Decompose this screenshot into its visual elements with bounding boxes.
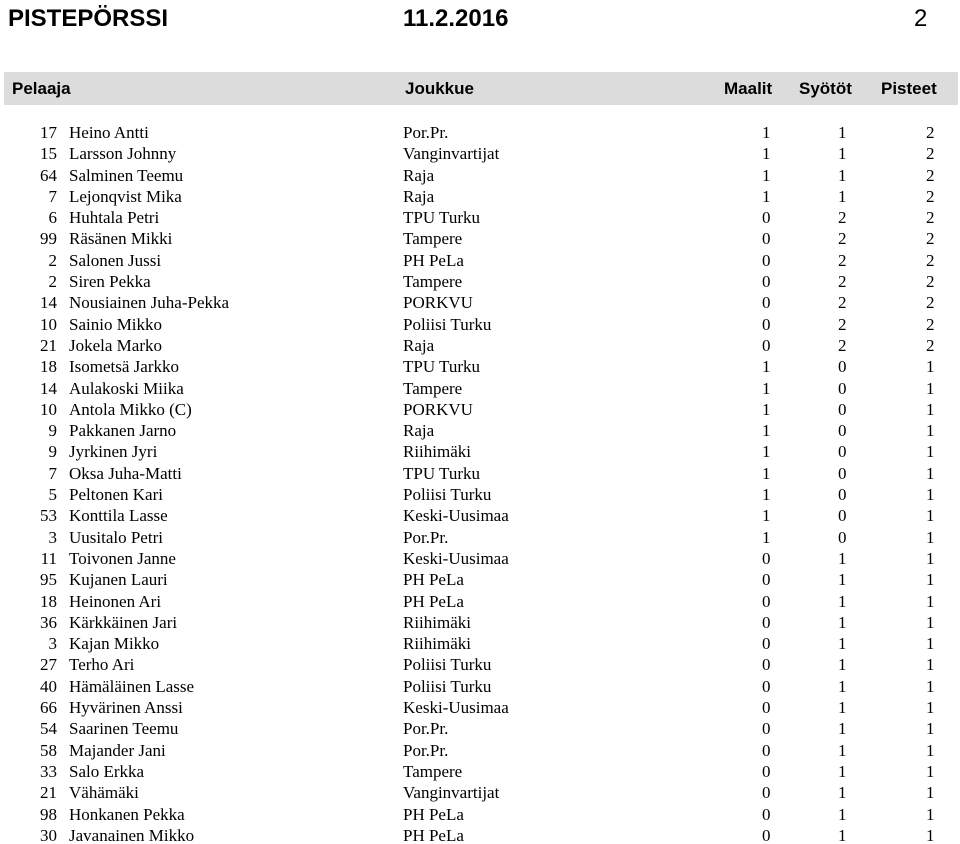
goals-value: 0 xyxy=(762,740,771,760)
player-name: Sainio Mikko xyxy=(69,314,163,334)
player-name: Kärkkäinen Jari xyxy=(69,612,178,632)
points-value: 1 xyxy=(926,421,935,441)
table-row xyxy=(0,420,960,441)
assists-value: 0 xyxy=(838,378,847,398)
points-value: 1 xyxy=(926,783,935,803)
assists-value: 1 xyxy=(838,186,847,206)
assists-value: 1 xyxy=(838,144,847,164)
team-name: PH PeLa xyxy=(403,825,464,844)
player-number: 33 xyxy=(40,761,57,781)
player-name: Kujanen Lauri xyxy=(69,570,168,590)
column-header-goals: Maalit xyxy=(724,79,773,98)
points-value: 1 xyxy=(926,591,935,611)
team-name: Keski-Uusimaa xyxy=(403,506,509,526)
player-number: 30 xyxy=(40,825,57,844)
team-name: Poliisi Turku xyxy=(403,485,492,505)
points-value: 2 xyxy=(926,229,935,249)
player-name: Javanainen Mikko xyxy=(69,825,195,844)
points-value: 1 xyxy=(926,676,935,696)
table-row xyxy=(0,633,960,654)
team-name: Raja xyxy=(403,335,435,355)
table-row xyxy=(0,356,960,377)
assists-value: 1 xyxy=(838,570,847,590)
table-row xyxy=(0,143,960,164)
assists-value: 1 xyxy=(838,591,847,611)
table-row xyxy=(0,527,960,548)
player-number: 54 xyxy=(40,719,57,739)
points-value: 2 xyxy=(926,314,935,334)
assists-value: 1 xyxy=(838,740,847,760)
assists-value: 0 xyxy=(838,463,847,483)
assists-value: 1 xyxy=(838,612,847,632)
column-header-assists: Syötöt xyxy=(799,79,852,98)
team-name: Por.Pr. xyxy=(403,527,449,547)
player-name: Larsson Johnny xyxy=(69,144,177,164)
player-number: 36 xyxy=(40,612,57,632)
player-name: Peltonen Kari xyxy=(69,485,163,505)
assists-value: 2 xyxy=(838,335,847,355)
assists-value: 2 xyxy=(838,229,847,249)
team-name: PH PeLa xyxy=(403,250,464,270)
goals-value: 1 xyxy=(762,421,771,441)
team-name: Raja xyxy=(403,186,435,206)
table-row xyxy=(0,718,960,739)
goals-value: 0 xyxy=(762,293,771,313)
goals-value: 1 xyxy=(762,527,771,547)
assists-value: 1 xyxy=(838,783,847,803)
player-number: 66 xyxy=(40,698,57,718)
assists-value: 1 xyxy=(838,804,847,824)
player-number: 14 xyxy=(40,293,57,313)
points-value: 2 xyxy=(926,123,935,142)
player-name: Antola Mikko (C) xyxy=(69,399,192,419)
goals-value: 0 xyxy=(762,314,771,334)
table-row xyxy=(0,441,960,462)
table-row xyxy=(0,825,960,844)
table-row xyxy=(0,250,960,271)
goals-value: 0 xyxy=(762,250,771,270)
table-row xyxy=(0,292,960,313)
player-number: 18 xyxy=(40,591,57,611)
goals-value: 0 xyxy=(762,208,771,228)
goals-value: 0 xyxy=(762,591,771,611)
player-name: Jokela Marko xyxy=(69,335,163,355)
table-row xyxy=(0,740,960,761)
goals-value: 0 xyxy=(762,335,771,355)
page-number: 2 xyxy=(914,5,928,32)
assists-value: 2 xyxy=(838,250,847,270)
goals-value: 1 xyxy=(762,165,771,185)
player-number: 98 xyxy=(40,804,57,824)
player-number: 17 xyxy=(40,123,57,142)
goals-value: 1 xyxy=(762,506,771,526)
table-row xyxy=(0,591,960,612)
player-name: Salo Erkka xyxy=(69,761,145,781)
assists-value: 1 xyxy=(838,761,847,781)
goals-value: 0 xyxy=(762,229,771,249)
team-name: Tampere xyxy=(403,378,463,398)
goals-value: 1 xyxy=(762,144,771,164)
points-value: 1 xyxy=(926,399,935,419)
assists-value: 1 xyxy=(838,123,847,142)
team-name: Riihimäki xyxy=(403,442,471,462)
player-number: 7 xyxy=(48,186,57,206)
points-value: 1 xyxy=(926,442,935,462)
assists-value: 0 xyxy=(838,399,847,419)
assists-value: 2 xyxy=(838,293,847,313)
team-name: Riihimäki xyxy=(403,612,471,632)
table-row xyxy=(0,122,960,143)
goals-value: 0 xyxy=(762,698,771,718)
assists-value: 1 xyxy=(838,548,847,568)
player-name: Uusitalo Petri xyxy=(69,527,163,547)
goals-value: 0 xyxy=(762,272,771,292)
points-value: 1 xyxy=(926,655,935,675)
assists-value: 0 xyxy=(838,357,847,377)
goals-value: 0 xyxy=(762,570,771,590)
title-row xyxy=(8,2,960,36)
column-header-points: Pisteet xyxy=(881,79,937,98)
table-row xyxy=(0,761,960,782)
team-name: PORKVU xyxy=(403,399,473,419)
points-value: 1 xyxy=(926,761,935,781)
goals-value: 0 xyxy=(762,634,771,654)
table-row xyxy=(0,271,960,292)
points-value: 1 xyxy=(926,612,935,632)
player-number: 64 xyxy=(40,165,57,185)
team-name: Tampere xyxy=(403,761,463,781)
goals-value: 1 xyxy=(762,399,771,419)
table-header xyxy=(4,72,958,105)
assists-value: 0 xyxy=(838,442,847,462)
assists-value: 1 xyxy=(838,698,847,718)
player-number: 40 xyxy=(40,676,57,696)
goals-value: 0 xyxy=(762,783,771,803)
player-name: Lejonqvist Mika xyxy=(69,186,182,206)
team-name: Raja xyxy=(403,421,435,441)
team-name: Keski-Uusimaa xyxy=(403,698,509,718)
player-name: Toivonen Janne xyxy=(69,548,176,568)
goals-value: 0 xyxy=(762,548,771,568)
table-row xyxy=(0,782,960,803)
points-value: 2 xyxy=(926,186,935,206)
goals-value: 0 xyxy=(762,612,771,632)
table-row xyxy=(0,548,960,569)
points-value: 1 xyxy=(926,825,935,844)
team-name: Por.Pr. xyxy=(403,719,449,739)
player-number: 14 xyxy=(40,378,57,398)
assists-value: 0 xyxy=(838,421,847,441)
points-value: 2 xyxy=(926,250,935,270)
team-name: Tampere xyxy=(403,272,463,292)
table-row xyxy=(0,314,960,335)
goals-value: 0 xyxy=(762,825,771,844)
goals-value: 0 xyxy=(762,719,771,739)
player-name: Aulakoski Miika xyxy=(69,378,184,398)
player-name: Majander Jani xyxy=(69,740,166,760)
points-value: 2 xyxy=(926,208,935,228)
player-name: Heino Antti xyxy=(69,123,149,142)
player-name: Hyvärinen Anssi xyxy=(69,698,183,718)
player-number: 27 xyxy=(40,655,57,675)
team-name: Por.Pr. xyxy=(403,123,449,142)
points-value: 1 xyxy=(926,634,935,654)
player-number: 10 xyxy=(40,399,57,419)
team-name: PH PeLa xyxy=(403,591,464,611)
assists-value: 0 xyxy=(838,506,847,526)
table-row xyxy=(0,654,960,675)
player-name: Hämäläinen Lasse xyxy=(69,676,195,696)
points-value: 2 xyxy=(926,272,935,292)
team-name: Vanginvartijat xyxy=(403,144,500,164)
table-row xyxy=(0,399,960,420)
player-number: 9 xyxy=(48,442,57,462)
player-number: 95 xyxy=(40,570,57,590)
team-name: Riihimäki xyxy=(403,634,471,654)
player-number: 58 xyxy=(40,740,57,760)
assists-value: 1 xyxy=(838,825,847,844)
player-name: Jyrkinen Jyri xyxy=(69,442,158,462)
player-name: Huhtala Petri xyxy=(69,208,160,228)
table-row xyxy=(0,697,960,718)
player-name: Oksa Juha-Matti xyxy=(69,463,182,483)
goals-value: 0 xyxy=(762,804,771,824)
team-name: Poliisi Turku xyxy=(403,314,492,334)
assists-value: 1 xyxy=(838,655,847,675)
player-number: 18 xyxy=(40,357,57,377)
player-name: Heinonen Ari xyxy=(69,591,162,611)
goals-value: 1 xyxy=(762,123,771,142)
points-value: 1 xyxy=(926,527,935,547)
team-name: PH PeLa xyxy=(403,804,464,824)
team-name: Keski-Uusimaa xyxy=(403,548,509,568)
assists-value: 0 xyxy=(838,527,847,547)
goals-value: 0 xyxy=(762,761,771,781)
player-name: Räsänen Mikki xyxy=(69,229,173,249)
table-row xyxy=(0,612,960,633)
team-name: Tampere xyxy=(403,229,463,249)
player-number: 53 xyxy=(40,506,57,526)
player-number: 21 xyxy=(40,783,57,803)
points-value: 1 xyxy=(926,698,935,718)
table-row xyxy=(0,207,960,228)
goals-value: 0 xyxy=(762,676,771,696)
assists-value: 1 xyxy=(838,719,847,739)
goals-value: 1 xyxy=(762,357,771,377)
points-value: 1 xyxy=(926,804,935,824)
player-name: Pakkanen Jarno xyxy=(69,421,177,441)
page-title: PISTEPÖRSSI xyxy=(8,5,169,32)
player-name: Salonen Jussi xyxy=(69,250,162,270)
player-number: 2 xyxy=(48,250,57,270)
table-row xyxy=(0,676,960,697)
player-number: 7 xyxy=(48,463,57,483)
table-row xyxy=(0,569,960,590)
table-row xyxy=(0,335,960,356)
team-name: TPU Turku xyxy=(403,357,481,377)
player-name: Salminen Teemu xyxy=(69,165,184,185)
team-name: Por.Pr. xyxy=(403,740,449,760)
assists-value: 2 xyxy=(838,272,847,292)
player-name: Saarinen Teemu xyxy=(69,719,179,739)
team-name: Vanginvartijat xyxy=(403,783,500,803)
player-name: Konttila Lasse xyxy=(69,506,168,526)
column-header-player: Pelaaja xyxy=(12,79,71,98)
player-name: Kajan Mikko xyxy=(69,634,160,654)
assists-value: 1 xyxy=(838,165,847,185)
goals-value: 1 xyxy=(762,186,771,206)
points-value: 1 xyxy=(926,485,935,505)
player-number: 3 xyxy=(48,634,57,654)
assists-value: 1 xyxy=(838,634,847,654)
assists-value: 2 xyxy=(838,314,847,334)
goals-value: 1 xyxy=(762,442,771,462)
column-header-team: Joukkue xyxy=(405,79,474,98)
player-name: Terho Ari xyxy=(69,655,135,675)
points-value: 1 xyxy=(926,548,935,568)
player-number: 9 xyxy=(48,421,57,441)
points-value: 1 xyxy=(926,463,935,483)
table-body xyxy=(0,122,960,844)
player-number: 15 xyxy=(40,144,57,164)
table-row xyxy=(0,463,960,484)
table-row xyxy=(0,228,960,249)
player-name: Nousiainen Juha-Pekka xyxy=(69,293,230,313)
team-name: TPU Turku xyxy=(403,208,481,228)
team-name: Raja xyxy=(403,165,435,185)
points-value: 2 xyxy=(926,144,935,164)
player-number: 5 xyxy=(48,485,57,505)
player-number: 10 xyxy=(40,314,57,334)
table-row xyxy=(0,378,960,399)
report-date: 11.2.2016 xyxy=(403,5,509,32)
points-value: 1 xyxy=(926,378,935,398)
player-number: 3 xyxy=(48,527,57,547)
table-row xyxy=(0,484,960,505)
goals-value: 0 xyxy=(762,655,771,675)
team-name: PH PeLa xyxy=(403,570,464,590)
player-number: 99 xyxy=(40,229,57,249)
table-row xyxy=(0,804,960,825)
player-number: 21 xyxy=(40,335,57,355)
player-name: Isometsä Jarkko xyxy=(69,357,180,377)
player-name: Vähämäki xyxy=(69,783,139,803)
player-number: 2 xyxy=(48,272,57,292)
assists-value: 1 xyxy=(838,676,847,696)
player-number: 6 xyxy=(48,208,57,228)
team-name: Poliisi Turku xyxy=(403,676,492,696)
team-name: Poliisi Turku xyxy=(403,655,492,675)
goals-value: 1 xyxy=(762,378,771,398)
assists-value: 0 xyxy=(838,485,847,505)
points-value: 1 xyxy=(926,719,935,739)
player-name: Siren Pekka xyxy=(69,272,151,292)
assists-value: 2 xyxy=(838,208,847,228)
table-row xyxy=(0,186,960,207)
points-value: 1 xyxy=(926,506,935,526)
table-row xyxy=(0,505,960,526)
points-value: 2 xyxy=(926,293,935,313)
player-name: Honkanen Pekka xyxy=(69,804,185,824)
points-value: 1 xyxy=(926,357,935,377)
points-value: 2 xyxy=(926,335,935,355)
player-number: 11 xyxy=(40,548,57,568)
team-name: PORKVU xyxy=(403,293,473,313)
points-value: 2 xyxy=(926,165,935,185)
team-name: TPU Turku xyxy=(403,463,481,483)
table-row xyxy=(0,165,960,186)
points-value: 1 xyxy=(926,570,935,590)
points-value: 1 xyxy=(926,740,935,760)
goals-value: 1 xyxy=(762,463,771,483)
goals-value: 1 xyxy=(762,485,771,505)
